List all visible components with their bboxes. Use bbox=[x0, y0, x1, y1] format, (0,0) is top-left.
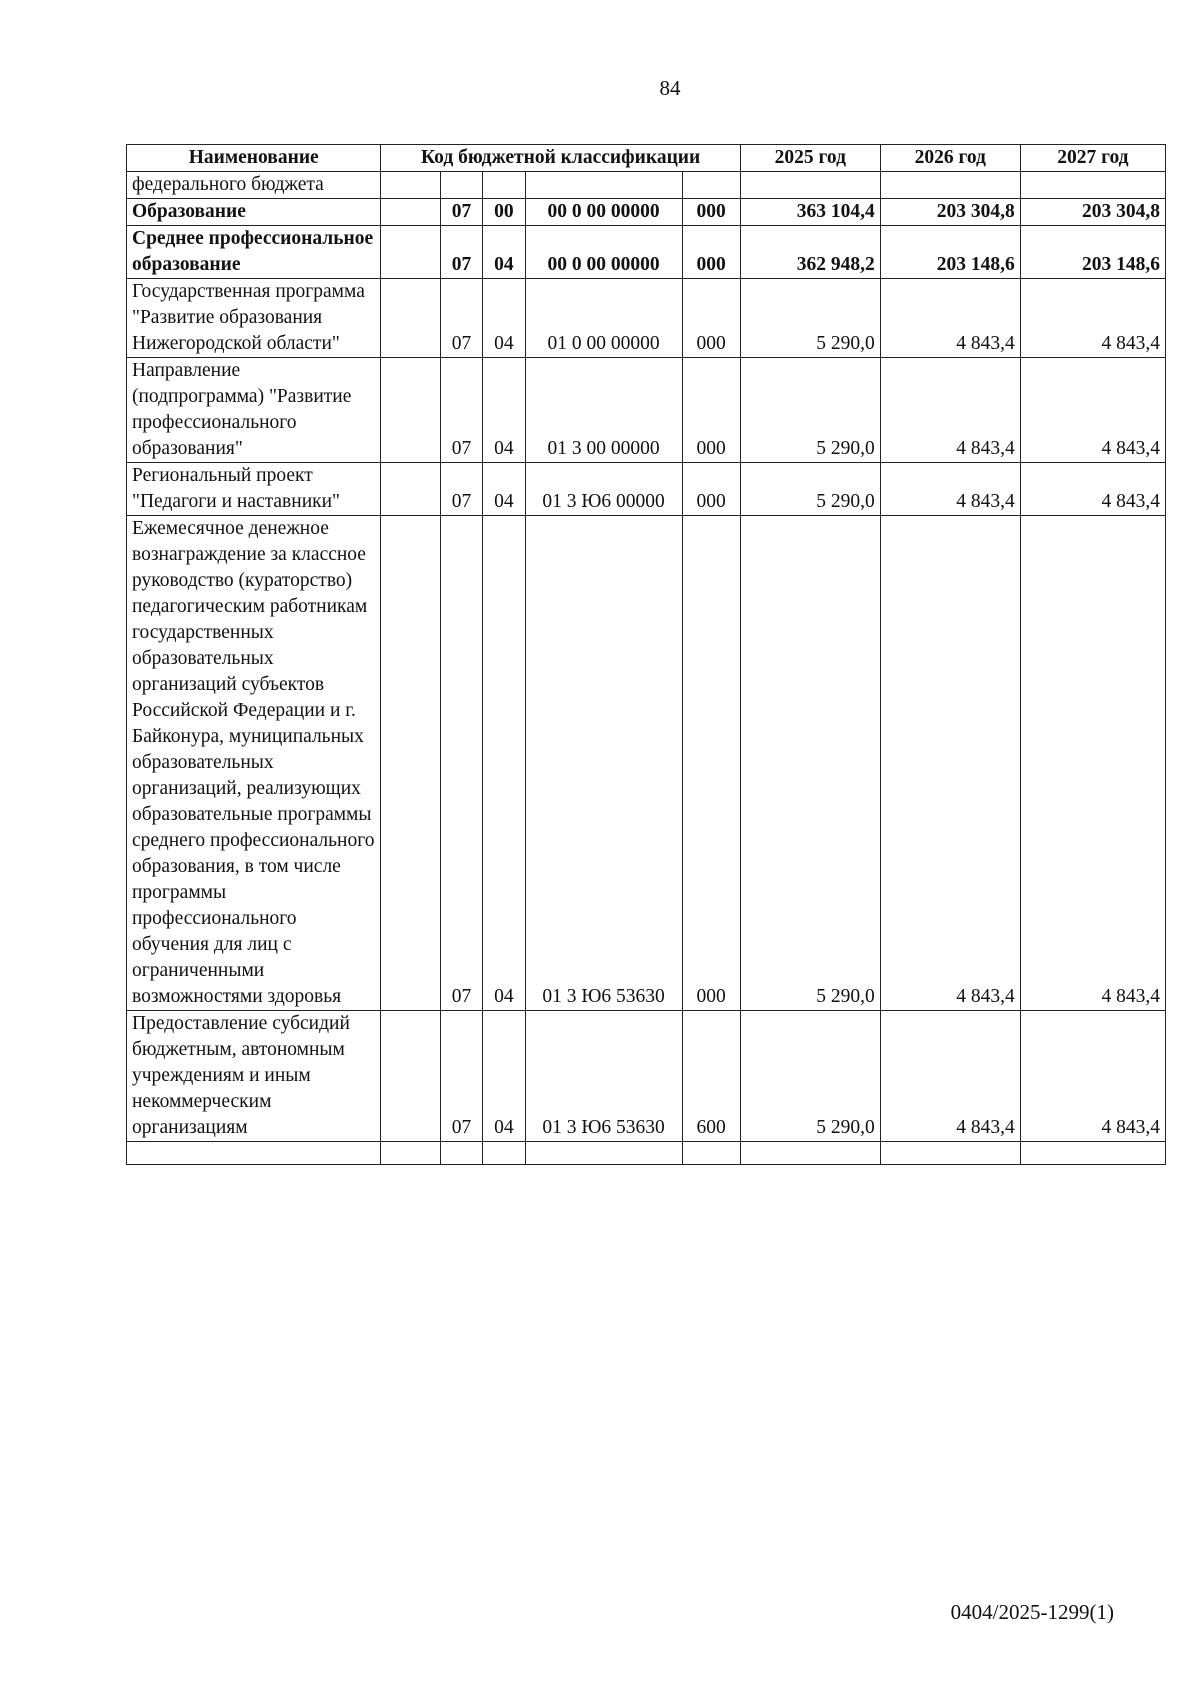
empty-cell bbox=[525, 1142, 682, 1165]
row-amount-2027: 4 843,4 bbox=[1020, 358, 1165, 463]
row-name: федерального бюджета bbox=[127, 172, 381, 199]
header-name: Наименование bbox=[127, 145, 381, 172]
row-amount-2025: 5 290,0 bbox=[740, 463, 880, 516]
row-expense-type: 000 bbox=[682, 279, 740, 358]
table-row bbox=[127, 463, 1166, 516]
row-amount-2027: 203 148,6 bbox=[1020, 226, 1165, 279]
row-amount-2025 bbox=[740, 172, 880, 199]
row-blank bbox=[381, 1011, 440, 1142]
row-amount-2026: 203 148,6 bbox=[880, 226, 1020, 279]
row-amount-2025: 5 290,0 bbox=[740, 1011, 880, 1142]
row-target-code: 01 3 00 00000 bbox=[525, 358, 682, 463]
row-target-code bbox=[525, 172, 682, 199]
row-amount-2026: 4 843,4 bbox=[880, 516, 1020, 1011]
row-amount-2026: 4 843,4 bbox=[880, 463, 1020, 516]
row-amount-2027: 203 304,8 bbox=[1020, 199, 1165, 226]
row-name: Предоставление субсидий бюджетным, автономным учреждениям и иным некоммерческим организациям bbox=[127, 1011, 381, 1142]
header-2026: 2026 год bbox=[880, 145, 1020, 172]
table-row bbox=[127, 279, 1166, 358]
row-amount-2025: 5 290,0 bbox=[740, 279, 880, 358]
row-blank bbox=[381, 199, 440, 226]
table-row bbox=[127, 172, 1166, 199]
row-amount-2025: 5 290,0 bbox=[740, 358, 880, 463]
row-name: Образование bbox=[127, 199, 381, 226]
row-amount-2025: 362 948,2 bbox=[740, 226, 880, 279]
empty-cell bbox=[381, 1142, 440, 1165]
row-amount-2027: 4 843,4 bbox=[1020, 463, 1165, 516]
row-name: Ежемесячное денежное вознаграждение за классное руководство (кураторство) педагогическим работникам государственных образовательных организаций субъектов Российской Федерации и г. Байконура, муниципальных образовательных организаций, реализующих образовательные программы среднего профессионального образования, в том числе программы профессионального обучения для лиц с ограниченными возможностями здоровья bbox=[127, 516, 381, 1011]
row-name: Среднее профессиональное образование bbox=[127, 226, 381, 279]
row-target-code: 00 0 00 00000 bbox=[525, 226, 682, 279]
row-section: 07 bbox=[440, 199, 482, 226]
empty-cell bbox=[483, 1142, 525, 1165]
header-code: Код бюджетной классификации bbox=[381, 145, 740, 172]
table-header-row bbox=[127, 145, 1166, 172]
row-blank bbox=[381, 516, 440, 1011]
row-amount-2027: 4 843,4 bbox=[1020, 279, 1165, 358]
row-amount-2026: 4 843,4 bbox=[880, 358, 1020, 463]
page-number: 84 bbox=[659, 76, 681, 100]
row-expense-type: 600 bbox=[682, 1011, 740, 1142]
row-subsection: 04 bbox=[483, 463, 525, 516]
row-subsection bbox=[483, 172, 525, 199]
row-expense-type: 000 bbox=[682, 463, 740, 516]
empty-cell bbox=[740, 1142, 880, 1165]
empty-cell bbox=[1020, 1142, 1165, 1165]
row-subsection: 04 bbox=[483, 358, 525, 463]
row-section: 07 bbox=[440, 226, 482, 279]
empty-cell bbox=[127, 1142, 381, 1165]
row-section: 07 bbox=[440, 358, 482, 463]
row-section: 07 bbox=[440, 516, 482, 1011]
row-target-code: 01 3 Ю6 53630 bbox=[525, 1011, 682, 1142]
row-target-code: 01 0 00 00000 bbox=[525, 279, 682, 358]
row-blank bbox=[381, 172, 440, 199]
row-expense-type: 000 bbox=[682, 226, 740, 279]
row-subsection: 04 bbox=[483, 1011, 525, 1142]
row-subsection: 04 bbox=[483, 516, 525, 1011]
row-amount-2027: 4 843,4 bbox=[1020, 516, 1165, 1011]
row-amount-2026: 203 304,8 bbox=[880, 199, 1020, 226]
row-expense-type: 000 bbox=[682, 199, 740, 226]
document-code: 0404/2025-1299(1) bbox=[950, 1600, 1114, 1624]
row-expense-type: 000 bbox=[682, 358, 740, 463]
row-blank bbox=[381, 279, 440, 358]
row-amount-2026 bbox=[880, 172, 1020, 199]
header-2025: 2025 год bbox=[740, 145, 880, 172]
row-amount-2027 bbox=[1020, 172, 1165, 199]
row-blank bbox=[381, 226, 440, 279]
table-row-empty bbox=[127, 1142, 1166, 1165]
row-section: 07 bbox=[440, 279, 482, 358]
row-target-code: 00 0 00 00000 bbox=[525, 199, 682, 226]
row-target-code: 01 3 Ю6 00000 bbox=[525, 463, 682, 516]
row-target-code: 01 3 Ю6 53630 bbox=[525, 516, 682, 1011]
row-section: 07 bbox=[440, 1011, 482, 1142]
row-subsection: 04 bbox=[483, 279, 525, 358]
table-row bbox=[127, 358, 1166, 463]
table-row bbox=[127, 199, 1166, 226]
row-section bbox=[440, 172, 482, 199]
empty-cell bbox=[440, 1142, 482, 1165]
budget-table bbox=[126, 144, 1166, 1165]
row-expense-type bbox=[682, 172, 740, 199]
row-subsection: 00 bbox=[483, 199, 525, 226]
empty-cell bbox=[682, 1142, 740, 1165]
row-amount-2027: 4 843,4 bbox=[1020, 1011, 1165, 1142]
table-row bbox=[127, 226, 1166, 279]
row-amount-2026: 4 843,4 bbox=[880, 1011, 1020, 1142]
row-name: Региональный проект "Педагоги и наставники" bbox=[127, 463, 381, 516]
row-name: Государственная программа "Развитие образования Нижегородской области" bbox=[127, 279, 381, 358]
row-subsection: 04 bbox=[483, 226, 525, 279]
row-amount-2026: 4 843,4 bbox=[880, 279, 1020, 358]
empty-cell bbox=[880, 1142, 1020, 1165]
row-blank bbox=[381, 463, 440, 516]
row-blank bbox=[381, 358, 440, 463]
row-expense-type: 000 bbox=[682, 516, 740, 1011]
table-row bbox=[127, 1011, 1166, 1142]
table-row bbox=[127, 516, 1166, 1011]
row-section: 07 bbox=[440, 463, 482, 516]
header-2027: 2027 год bbox=[1020, 145, 1165, 172]
row-amount-2025: 363 104,4 bbox=[740, 199, 880, 226]
row-amount-2025: 5 290,0 bbox=[740, 516, 880, 1011]
row-name: Направление (подпрограмма) "Развитие профессионального образования" bbox=[127, 358, 381, 463]
